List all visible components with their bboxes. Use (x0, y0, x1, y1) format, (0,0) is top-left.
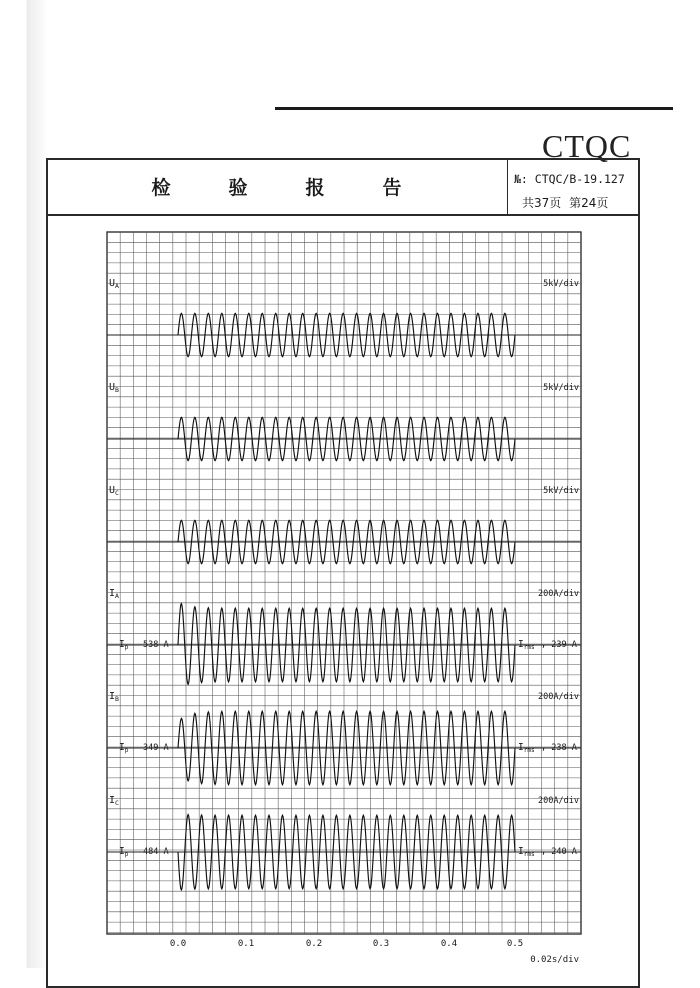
ip-value-ib: 349 A (143, 743, 169, 753)
channel-scale-ic: 200A/div (538, 796, 579, 806)
irms-label-ib: $I_{rms}$ (518, 742, 535, 754)
page-current: 第24页 (569, 196, 609, 210)
channel-label-ic: $I_C$ (109, 795, 119, 807)
channel-label-ua: $U_A$ (109, 278, 119, 290)
irms-value-ia: , 239 A (541, 640, 577, 650)
x-tick-label: 0.0 (169, 939, 187, 949)
ip-value-ic: 484 A (143, 847, 169, 857)
channel-label-ia: $I_A$ (109, 588, 119, 600)
channel-scale-ub: 5kV/div (543, 383, 579, 393)
x-axis-scale: 0.02s/div (530, 955, 579, 965)
channel-scale-ib: 200A/div (538, 692, 579, 702)
irms-label-ic: $I_{rms}$ (518, 846, 535, 858)
ip-label-ib: $I_p$ (119, 742, 129, 754)
brand-logo: CTQC (542, 128, 632, 164)
x-tick-label: 0.5 (506, 939, 524, 949)
doc-number: №: CTQC/B-19.127 (514, 172, 625, 186)
channel-scale-ia: 200A/div (538, 589, 579, 599)
x-tick-label: 0.2 (305, 939, 323, 949)
channel-scale-ua: 5kV/div (543, 279, 579, 289)
pages-total: 共37页 (522, 196, 562, 210)
irms-value-ib: , 238 A (541, 743, 577, 753)
report-title: 检验报告 (151, 176, 460, 199)
irms-value-ic: , 240 A (541, 847, 577, 857)
x-tick-label: 0.3 (372, 939, 390, 949)
ip-label-ia: $I_p$ (119, 639, 129, 651)
channel-label-uc: $U_C$ (109, 485, 119, 497)
x-tick-label: 0.4 (440, 939, 458, 949)
irms-label-ia: $I_{rms}$ (518, 639, 535, 651)
channel-scale-uc: 5kV/div (543, 486, 579, 496)
channel-label-ub: $U_B$ (109, 382, 119, 394)
ip-value-ia: 538 A (143, 640, 169, 650)
x-tick-label: 0.1 (237, 939, 255, 949)
channel-label-ib: $I_B$ (109, 691, 119, 703)
ip-label-ic: $I_p$ (119, 846, 129, 858)
